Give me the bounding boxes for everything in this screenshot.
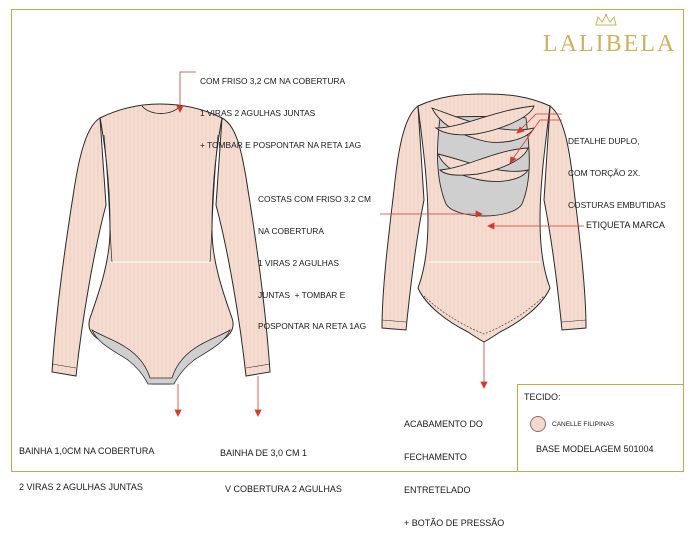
note-hem-leg [19, 421, 154, 505]
base-pattern-label: BASE MODELAGEM 501004 [536, 444, 654, 454]
back-left-sleeve [382, 106, 424, 330]
note-closure-line: + BOTÃO DE PRESSÃO [404, 518, 505, 528]
note-hem-sleeve-line: V COBERTURA 2 AGULHAS [220, 484, 342, 494]
note-twist-line: COSTURAS EMBUTIDAS [568, 199, 666, 210]
note-hem-leg-line: BAINHA 1,0CM NA COBERTURA [19, 446, 155, 456]
brand-logo: LALIBELA [543, 31, 677, 57]
note-neck-line: COM FRISO 3,2 CM NA COBERTURA [200, 76, 346, 87]
note-closure-line: FECHAMENTO [404, 452, 467, 462]
note-neck-line: + TOMBAR E POSPONTAR NA RETA 1AG [200, 139, 362, 150]
note-back [258, 173, 371, 343]
back-bodysuit [382, 94, 586, 342]
note-back-line: 1 VIRAS 2 AGULHAS [258, 257, 339, 268]
note-twist-line: DETALHE DUPLO, [568, 136, 640, 147]
fabric-title: TECIDO: [524, 392, 561, 402]
note-twist [568, 115, 666, 221]
fabric-swatch-label: CANELLE FILIPINAS [552, 421, 615, 428]
fabric-swatch [530, 416, 546, 432]
note-hem-sleeve-line: BAINHA DE 3,0 CM 1 [220, 448, 308, 458]
note-hem-leg-line: 2 VIRAS 2 AGULHAS JUNTAS [19, 482, 143, 492]
note-neck [200, 55, 361, 161]
note-closure-line: ACABAMENTO DO [404, 419, 483, 429]
note-back-line: COSTAS COM FRISO 3,2 CM [258, 194, 371, 205]
note-twist-line: COM TORÇÃO 2X. [568, 167, 641, 178]
note-closure [404, 397, 504, 540]
note-label-tag: ETIQUETA MARCA [586, 220, 665, 230]
note-back-line: NA COBERTURA [258, 225, 324, 236]
note-closure-line: ENTRETELADO [404, 485, 471, 495]
note-back-line: POSPONTAR NA RETA 1AG [258, 321, 367, 332]
note-hem-sleeve [220, 423, 342, 507]
note-back-line: JUNTAS + TOMBAR E [258, 289, 346, 300]
note-neck-line: 1 VIRAS 2 AGULHAS JUNTAS [200, 107, 316, 118]
